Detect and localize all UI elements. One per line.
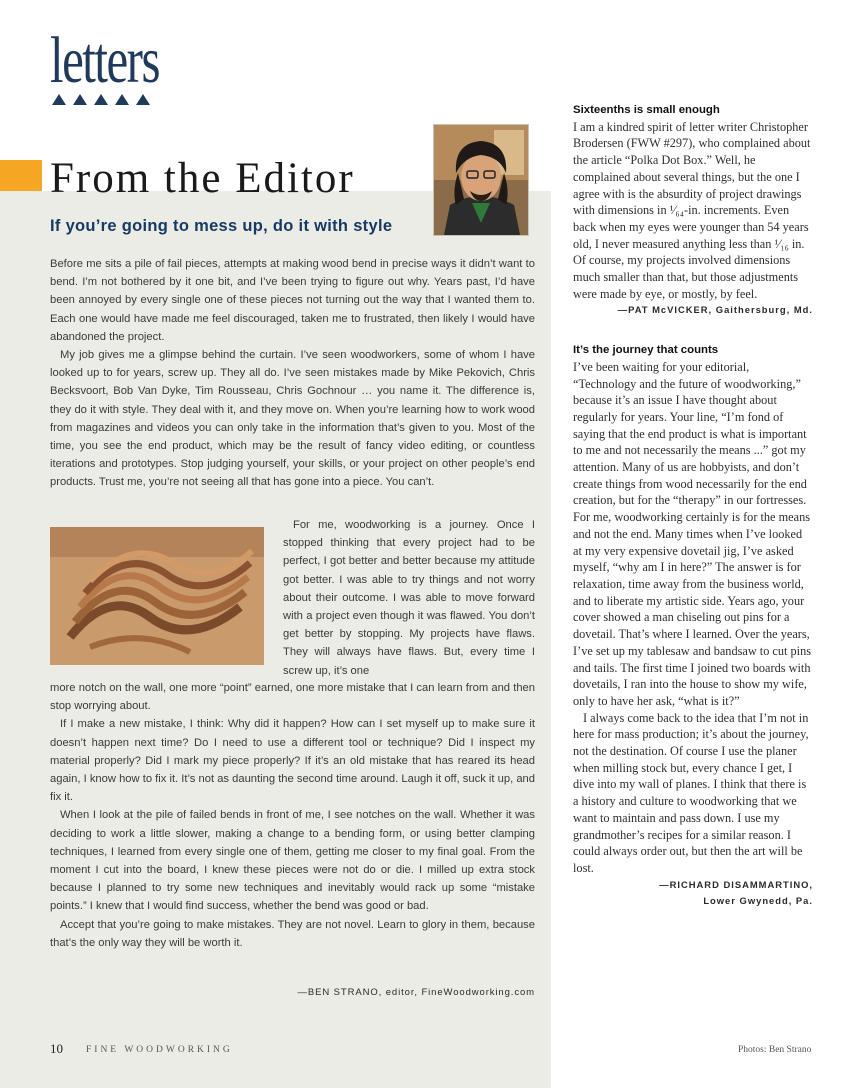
letter-signature: —RICHARD DISAMMARTINO, [659,878,813,890]
letter-paragraph: I always come back to the idea that I’m not in here for mass production; it’s about the journey, not the destination. Of course I use the planer when milling stock but, every chance I get, I dive into my wall of planes. I think that there is a history and culture to woodworking that we want to maintain and pass down. I use my grandmother’s recipes for a similar reason. I could always order out, but then the art will be lost. [573,710,809,875]
section-ornament-icon [52,94,150,105]
letter-paragraph: I’ve been waiting for your editorial, “Technology and the future of woodworking,” because it’s an issue I have thought about regularly for years. Your line, “I’m fond of saying that the end product is what is important to me and not necessarily the means ...” got my attention. Many of us are hobbyists, and don’t create things from wood necessarily for the end creation, but for the “therapy” in our fortresses. For me, woodworking certainly is for the means and not the end. Many times when I’ve looked at my very expensive dovetail jig, I’ve asked myself, “why am I in here?” The answer is for relaxation, time away from the business world, and to liberate my artistic side. Years ago, your cover showed a man chiseling out pins for a dovetail. That’s where I learned. Over the years, I’ve set up my tablesaw and bandsaw to cut pins and tails. The first time I joined two boards with dovetails, I ran into the house to show my wife, only to have her ask, “what is it?” [573,359,812,708]
editor-subheading: If you’re going to mess up, do it with style [50,217,393,235]
bent-wood-pieces-photo [50,527,264,665]
editor-paragraph: Accept that you’re going to make mistakes. They are not novel. Learn to glory in them, because that’s the only way they will be worth it. [50,918,535,949]
editor-heading: From the Editor [50,155,355,202]
editor-article-wrap [283,516,535,680]
editor-signature: —BEN STRANO, editor, FineWoodworking.com [297,987,535,998]
section-title: letters [50,24,159,97]
page-number: 10 [50,1041,63,1056]
letter-signature-location: Lower Gwynedd, Pa. [703,895,813,907]
editor-paragraph-continued: more notch on the wall, one more “point” earned, one more mistake that I can learn from and then stop worrying about. [50,682,535,713]
editor-paragraph: When I look at the pile of failed bends in front of me, I see notches on the wall. Whether it was deciding to work a little slower, making a change to a bending form, or using better clamping techniques, I learned from every single one of them, getting me closer to my final goal. From the moment I cut into the board, I knew these pieces were not do or die. I milled up extra stock because I planned to try some new techniques and inevitably would rack up some “mistake points.” I knew that I would find success, whether the bend was good or bad. [50,809,535,913]
magazine-name: FINE WOODWORKING [86,1045,233,1055]
letters-column [573,102,813,910]
editor-portrait-photo [434,125,528,235]
letter-paragraph: I am a kindred spirit of letter writer Christopher Brodersen (FWW #297), who complained about the article “Polka Dot Box.” Well, he complained about several things, but the one I agree with is the absurdity of project drawings with dimensions in ¹⁄₆₄-in. increments. Even back when my eyes were younger than 54 years old, I never measured anything less than ¹⁄₁₆ in. Of course, my projects involved dimensions much smaller than that, but those adjustments were made by eye, or mostly, by feel. [573,119,811,301]
letter-title: It’s the journey that counts [573,344,719,357]
editor-article-top [50,255,535,492]
editor-paragraph: For me, woodworking is a journey. Once I stopped thinking that every project had to be perfect, I got better and better because my attitude got better. I was able to try things and not worry about their outcome. I was able to move forward with a project even though it was flawed. You don’t get better by stopping. My projects have flaws. They will always have flaws. But, every time I screw up, it’s one [283,519,535,677]
accent-bar [0,160,42,191]
photo-credit: Photos: Ben Strano [738,1045,812,1055]
editor-paragraph: If I make a new mistake, I think: Why did it happen? How can I set myself up to make sure it doesn’t happen next time? Do I need to use a different tool or technique? Did I inspect my material properly? Did I mark my piece properly? If it’s an old mistake that has reared its head again, I know how to fix it. It’s not as daunting the second time around. Laugh it off, suck it up, and fix it. [50,718,535,804]
editor-paragraph: My job gives me a glimpse behind the curtain. I’ve seen woodworkers, some of whom I have looked up to for years, screw up. They all do. I’ve seen mistakes made by Mike Pekovich, Chris Becksvoort, Bob Van Dyke, Tim Rousseau, Chris Gochnour … you name it. The difference is, they do it with style. They deal with it, and they move on. When you’re learning how to work wood from magazines and videos you can only take in the information that’s given to you. Most of the time, you see the end product, which may be the result of fancy video editing, or countless iterations and prototypes. Stop judging yourself, your skills, or your project on other people’s end products. Trust me, you’re not seeing all that has gone into a piece. You can’t. [50,349,535,489]
editor-paragraph: Before me sits a pile of fail pieces, attempts at making wood bend in precise ways it didn’t want to bend. I’m not bothered by it one bit, and I’ve been trying to figure out why. Years past, I’d have been annoyed by every single one of these pieces not turning out the way that I wanted them to. Each one would have made me feel discouraged, taken me to frustrated, then likely I would have abandoned the project. [50,258,535,343]
letter-title: Sixteenths is small enough [573,104,720,116]
editor-article-bottom [50,679,535,952]
letter-signature: —PAT McVICKER, Gaithersburg, Md. [617,304,813,316]
